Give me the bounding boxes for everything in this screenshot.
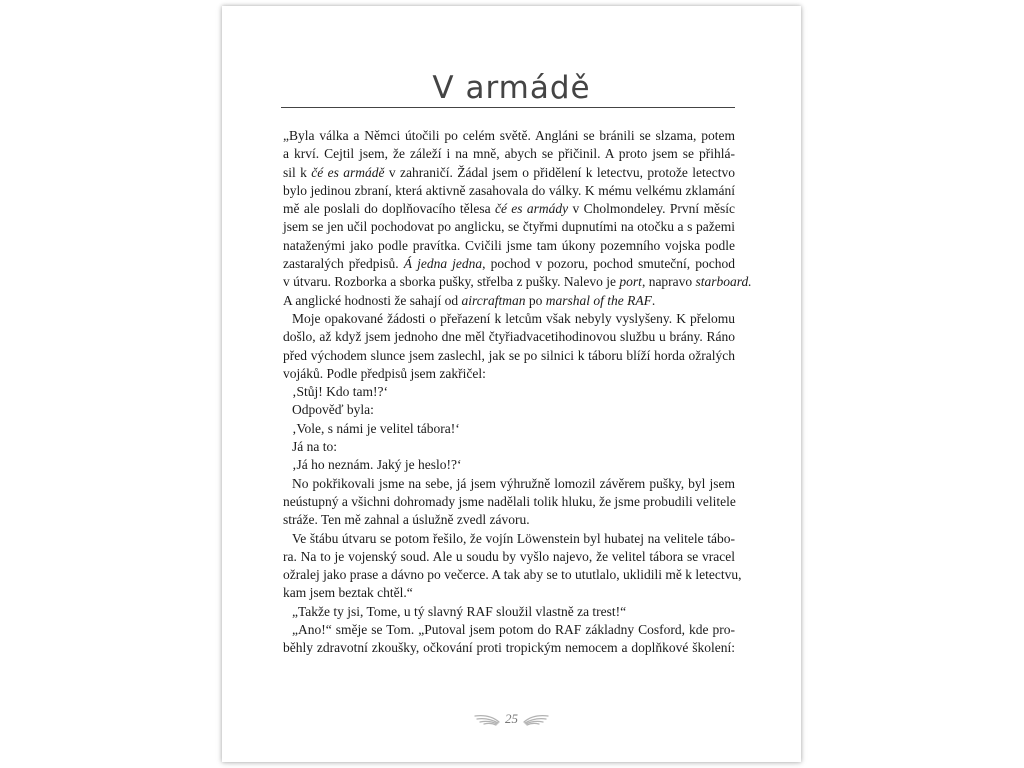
text-segment: Odpověď byla:	[292, 402, 374, 418]
title-underline-rule	[281, 107, 735, 108]
text-segment: ‚Stůj! Kdo tam!?‘	[292, 384, 388, 400]
text-line	[283, 255, 735, 273]
text-line	[283, 401, 735, 419]
text-line	[283, 511, 735, 529]
text-line	[283, 347, 735, 365]
italic-text: port	[619, 274, 642, 290]
text-segment: bylo jedinou zbraní, která aktivně zasahovala do války. K mému velkému zklamání	[283, 182, 735, 198]
text-segment: „Takže ty jsi, Tome, u tý slavný RAF sloužil vlastně za trest!“	[292, 603, 627, 619]
text-segment: v útvaru. Rozborka a sborka pušky, střelba z pušky. Nalevo je	[283, 274, 620, 290]
text-segment: v Cholmondeley. První měsíc	[568, 201, 735, 217]
text-line	[283, 584, 735, 602]
text-segment: jsem se jen učil pochodovat po anglicku, se čtyřmi dupnutími na otočku a s pažemi	[283, 219, 735, 235]
italic-text: čé es armády	[494, 201, 569, 217]
text-line	[283, 310, 735, 328]
text-segment: kam jsem beztak chtěl.“	[283, 585, 413, 601]
text-line	[283, 328, 735, 346]
text-segment: a krví. Cejtil jsem, že záleží i na mně, abych se přičinil. A proto jsem se přihlá-	[283, 146, 735, 162]
text-line	[283, 456, 735, 474]
text-segment: ra. Na to je vojenský soud. Ale u soudu by vyšlo najevo, že velitel tábora se vracel	[283, 548, 735, 564]
text-line	[283, 420, 735, 438]
text-segment: Ve štábu útvaru se potom řešilo, že vojín Löwenstein byl hubatej na velitele tábo-	[292, 530, 735, 546]
text-segment: „Ano!“ směje se Tom. „Putoval jsem potom do RAF základny Cosford, kde pro-	[292, 622, 735, 638]
italic-text: aircraftman	[461, 292, 526, 308]
text-segment: zastaralých předpisů.	[283, 256, 404, 272]
text-segment: A anglické hodnosti že sahají od	[283, 292, 462, 308]
text-segment: Moje opakované žádosti o přeřazení k letcům však nebyly vyslyšeny. K přelomu	[292, 310, 735, 326]
text-segment: vojáků. Podle předpisů jsem zakřičel:	[283, 365, 486, 381]
italic-text: čé es armádě	[311, 164, 385, 180]
text-segment: ožralej jako prase a dávno po večerce. A tak aby se to ututlalo, uklidili mě k letectvu,	[283, 567, 742, 583]
body-text	[283, 127, 752, 658]
text-line	[283, 530, 735, 548]
italic-text: marshal of the RAF	[545, 292, 652, 308]
text-line	[283, 292, 735, 310]
text-line	[283, 621, 735, 639]
book-page	[222, 6, 801, 762]
text-segment: nataženými jako podle pravítka. Cvičili jsme tam úkony pozemního vojska podle	[283, 237, 735, 253]
text-segment: neústupný a všichni dohromady jsme nadělali tolik hluku, že jsme probudili velitele	[283, 493, 736, 509]
text-segment: , napravo	[641, 274, 696, 290]
text-segment: .	[651, 292, 656, 308]
text-line	[283, 365, 735, 383]
text-segment: sil k	[283, 164, 312, 180]
text-segment: došlo, až když jsem jednoho dne měl čtyřiadvacetihodinovou službu u brány. Ráno	[283, 329, 735, 345]
page-footer	[222, 709, 801, 733]
page-number: 25	[505, 711, 518, 726]
text-line	[283, 200, 735, 218]
text-segment: „Byla válka a Němci útočili po celém světě. Angláni se bránili se slzama, potem	[283, 128, 735, 143]
text-line	[283, 218, 735, 236]
text-line	[283, 127, 735, 145]
text-line	[283, 273, 752, 291]
text-segment: stráže. Ten mě zahnal a úslužně zvedl závoru.	[283, 512, 530, 528]
text-segment: před východem slunce jsem zaslechl, jak se po silnici k táboru blíží horda ožralých	[283, 347, 735, 363]
text-line	[283, 438, 735, 456]
text-line	[283, 237, 735, 255]
chapter-title: V armádě	[432, 70, 591, 106]
text-line	[283, 603, 735, 621]
text-segment: v zahraničí. Žádal jsem o přidělení k letectvu, protože letectvo	[384, 164, 735, 180]
right-wing-icon	[523, 713, 549, 727]
text-line	[283, 566, 742, 584]
text-line	[283, 493, 735, 511]
text-segment: Já na to:	[292, 439, 337, 455]
text-segment: mě ale poslali do doplňovacího tělesa	[283, 201, 495, 217]
text-line	[283, 182, 735, 200]
text-segment: No pokřikovali jsme na sebe, já jsem výhružně lomozil závěrem pušky, byl jsem	[292, 475, 735, 491]
text-segment: ‚Já ho neznám. Jaký je heslo!?‘	[292, 457, 462, 473]
text-line	[283, 164, 735, 182]
italic-text: starboard.	[695, 274, 752, 290]
text-segment: běhly zdravotní zkoušky, očkování proti tropickým nemocem a doplňkové školení:	[283, 640, 735, 656]
text-segment: , pochod v pozoru, pochod smuteční, pochod	[482, 256, 735, 272]
text-line	[283, 383, 735, 401]
text-segment: ‚Vole, s námi je velitel tábora!‘	[292, 420, 460, 436]
text-segment: po	[525, 292, 546, 308]
text-line	[283, 475, 735, 493]
text-line	[283, 145, 735, 163]
italic-text: Á jedna jedna	[403, 256, 483, 272]
text-line	[283, 548, 735, 566]
text-line	[283, 639, 735, 657]
